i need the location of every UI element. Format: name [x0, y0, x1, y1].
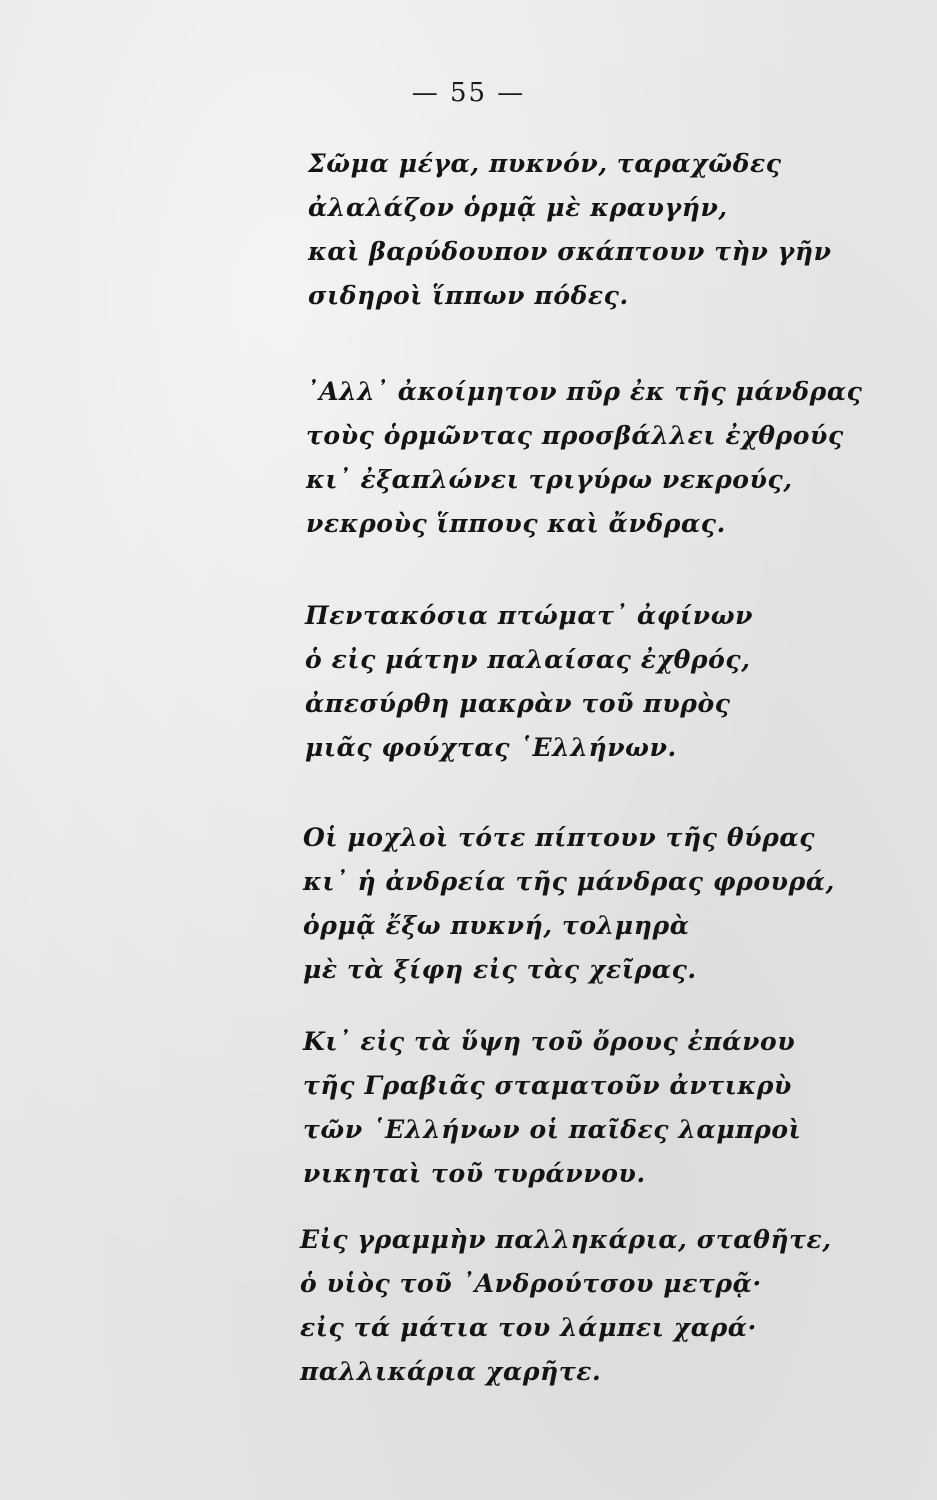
stanza-1: [0, 142, 832, 318]
verse-line: ὁ υἱὸς τοῦ ᾿Ανδρούτσου μετρᾷ·: [300, 1269, 762, 1298]
verse-line: κι᾿ ἐξαπλώνει τριγύρω νεκρούς,: [306, 465, 793, 494]
page-number: — 55 —: [411, 78, 526, 108]
verse-line: τοὺς ὁρμῶντας προσβάλλει ἐχθρούς: [306, 421, 844, 450]
stanza-6: [0, 1218, 832, 1394]
stanza-4: [0, 816, 835, 992]
verse-line: μὲ τὰ ξίφη εἰς τὰς χεῖρας.: [303, 955, 697, 984]
verse-line: Σῶμα μέγα, πυκνόν, ταραχῶδες: [308, 149, 782, 178]
verse-line: σιδηροὶ ἵππων πόδες.: [308, 281, 629, 310]
verse-line: νικηταὶ τοῦ τυράννου.: [303, 1159, 646, 1188]
stanza-2: [0, 370, 863, 546]
verse-line: ὁ εἰς μάτην παλαίσας ἐχθρός,: [305, 645, 751, 674]
verse-line: νεκροὺς ἵππους καὶ ἄνδρας.: [306, 509, 726, 538]
verse-line: ᾿Αλλ᾿ ἀκοίμητον πῦρ ἐκ τῆς μάνδρας: [306, 377, 863, 406]
verse-line: εἰς τά μάτια του λάμπει χαρά·: [300, 1313, 757, 1342]
verse-line: Εἰς γραμμὴν παλληκάρια, σταθῆτε,: [300, 1225, 832, 1254]
verse-line: παλλικάρια χαρῆτε.: [300, 1357, 602, 1386]
stanza-5: [0, 1020, 802, 1196]
verse-line: ἀλαλάζον ὁρμᾷ μὲ κραυγήν,: [308, 193, 728, 222]
verse-line: μιᾶς φούχτας ῾Ελλήνων.: [305, 733, 677, 762]
verse-line: ἀπεσύρθη μακρὰν τοῦ πυρὸς: [305, 689, 731, 718]
stanza-3: [0, 594, 754, 770]
verse-line: καὶ βαρύδουπον σκάπτουν τὴν γῆν: [308, 237, 832, 266]
verse-line: Κι᾿ εἰς τὰ ὕψη τοῦ ὄρους ἐπάνου: [303, 1027, 796, 1056]
verse-line: τῶν ῾Ελλήνων οἱ παῖδες λαμπροὶ: [303, 1115, 802, 1144]
verse-line: ὁρμᾷ ἔξω πυκνή, τολμηρὰ: [303, 911, 690, 940]
verse-line: Οἱ μοχλοὶ τότε πίπτουν τῆς θύρας: [303, 823, 816, 852]
verse-line: τῆς Γραβιᾶς σταματοῦν ἀντικρὺ: [303, 1071, 792, 1100]
verse-line: Πεντακόσια πτώματ᾿ ἀφίνων: [305, 601, 754, 630]
verse-line: κι᾿ ἡ ἀνδρεία τῆς μάνδρας φρουρά,: [303, 867, 835, 896]
